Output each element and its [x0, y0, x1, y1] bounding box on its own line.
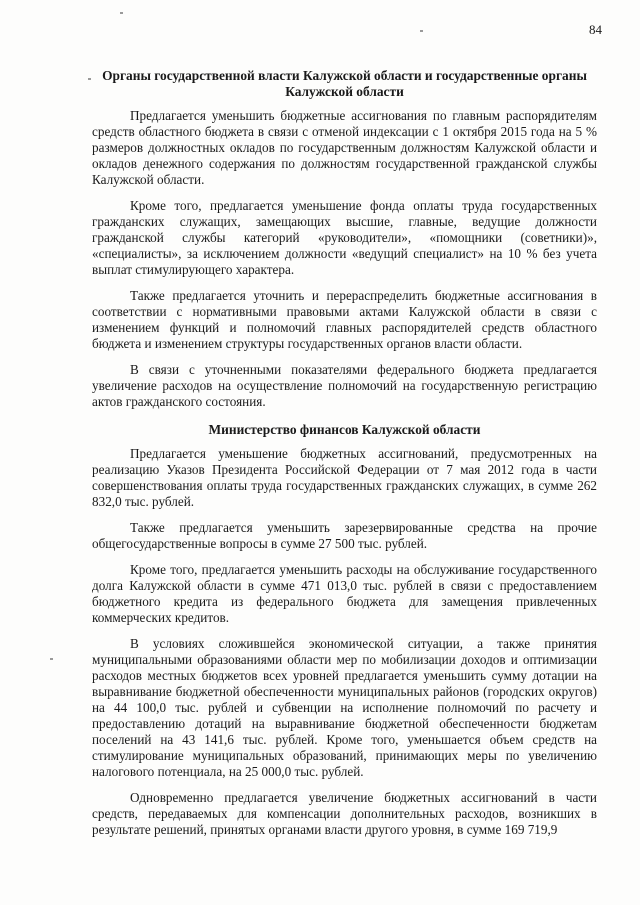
- document-body: [92, 68, 597, 848]
- paragraph: Кроме того, предлагается уменьшить расходы на обслуживание государственного долга Калужской области в сумме 471 013,0 тыс. рублей в связи с предоставлением бюджетного кредита из федерального бюджета для замещения привлеченных коммерческих кредитов.: [92, 562, 597, 625]
- paragraph: Также предлагается уточнить и перераспределить бюджетные ассигнования в соответствии с нормативными правовыми актами Калужской области в связи с изменением функций и полномочий главных распорядителей средств областного бюджета и изменением структуры государственных органов власти области.: [92, 288, 597, 351]
- section-heading: Министерство финансов Калужской области: [208, 422, 481, 437]
- paragraph: В связи с уточненными показателями федерального бюджета предлагается увеличение расходов на осуществление полномочий на государственную регистрацию актов гражданского состояния.: [92, 362, 597, 409]
- paragraph: Также предлагается уменьшить зарезервированные средства на прочие общегосударственные вопросы в сумме 27 500 тыс. рублей.: [92, 520, 597, 551]
- paragraph: Предлагается уменьшение бюджетных ассигнований, предусмотренных на реализацию Указов Президента Российской Федерации от 7 мая 2012 года в части совершенствования оплаты труда государственных гражданских служащих, в сумме 262 832,0 тыс. рублей.: [92, 446, 597, 509]
- page-number: 84: [589, 22, 602, 37]
- section-heading: Органы государственной власти Калужской области и государственные органы Калужской области: [102, 68, 587, 99]
- scan-speck: [88, 78, 91, 80]
- section-regional-authorities: [92, 68, 597, 410]
- section-ministry-of-finance: [92, 422, 597, 838]
- scan-speck: [420, 30, 423, 32]
- paragraph: В условиях сложившейся экономической ситуации, а также принятия муниципальными образованиями области мер по мобилизации доходов и оптимизации расходов местных бюджетов всех уровней предлагается уменьшить сумму дотации на выравнивание бюджетной обеспеченности муниципальных районов (городских округов) на 44 100,0 тыс. рублей и субвенции на исполнение полномочий по расчету и предоставлению дотаций на выравнивание бюджетной обеспеченности бюджетам поселений на 43 141,6 тыс. рублей. Кроме того, уменьшается объем средств на стимулирование муниципальных образований, принимающих меры по увеличению налогового потенциала, на 25 000,0 тыс. рублей.: [92, 636, 597, 779]
- scan-speck: [120, 12, 123, 14]
- paragraph: Предлагается уменьшить бюджетные ассигнования по главным распорядителям средств областного бюджета в связи с отменой индексации с 1 октября 2015 года на 5 % размеров должностных окладов по государственным должностям Калужской области и окладов денежного содержания по должностям государственной гражданской службы Калужской области.: [92, 108, 597, 187]
- paragraph: Кроме того, предлагается уменьшение фонда оплаты труда государственных гражданских служащих, замещающих высшие, главные, ведущие должности гражданской службы категорий «руководители», «помощники (советники)», «специалисты», за исключением должности «ведущий специалист» на 10 % без учета выплат стимулирующего характера.: [92, 198, 597, 277]
- scan-speck: [50, 658, 53, 660]
- paragraph: Одновременно предлагается увеличение бюджетных ассигнований в части средств, передаваемых для компенсации дополнительных расходов, возникших в результате решений, принятых органами власти другого уровня, в сумме 169 719,9: [92, 790, 597, 837]
